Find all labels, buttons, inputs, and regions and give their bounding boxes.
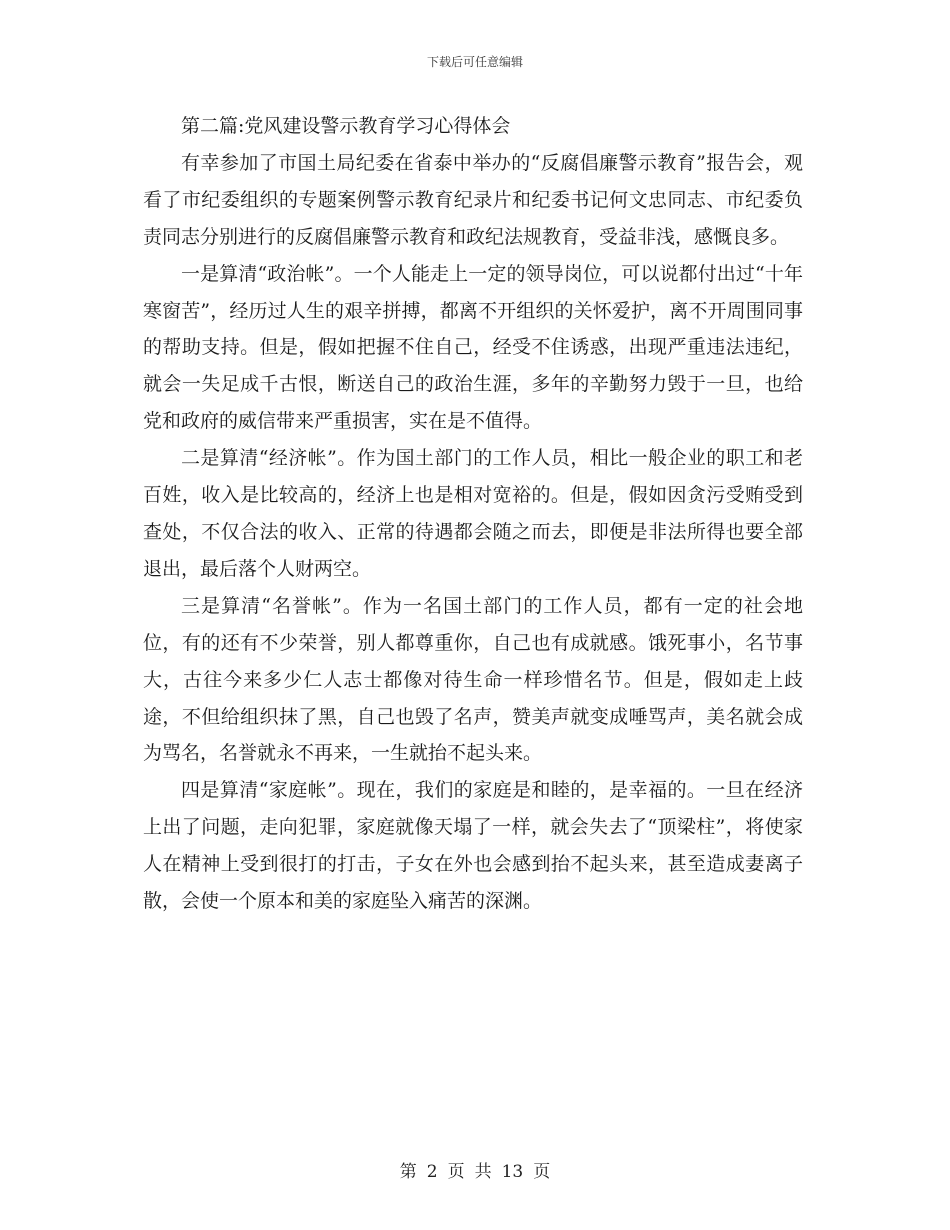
footer-page-unit: 页 — [447, 1162, 465, 1182]
footer-page-word: 第 — [399, 1162, 417, 1182]
footer-total-unit: 页 — [533, 1162, 551, 1182]
paragraph-reputation-account: 三是算清“名誉帐”。作为一名国土部门的工作人员，都有一定的社会地位，有的还有不少荣誉，别人都尊重你，自己也有成就感。饿死事小，名节事大，古往今来多少仁人志士都像对待生命一样珍惜名节。但是，假如走上歧途，不但给组织抹了黑，自己也毁了名声，赞美声就变成唾骂声，美名就会成为骂名，名誉就永不再来，一生就抬不起头来。 — [143, 594, 803, 765]
paragraph-economic-account: 二是算清“经济帐”。作为国土部门的工作人员，相比一般企业的职工和老百姓，收入是比较高的，经济上也是相对宽裕的。但是，假如因贪污受贿受到查处，不仅合法的收入、正常的待遇都会随之而去，即便是非法所得也要全部退出，最后落个人财两空。 — [143, 447, 803, 580]
footer-total-pages: 13 — [501, 1162, 524, 1182]
page-footer — [0, 1157, 950, 1182]
paragraph-political-account: 一是算清“政治帐”。一个人能走上一定的领导岗位，可以说都付出过“十年寒窗苦”，经历过人生的艰辛拼搏，都离不开组织的关怀爱护，离不开周围同事的帮助支持。但是，假如把握不住自己，经受不住诱惑，出现严重违法违纪，就会一失足成千古恨，断送自己的政治生涯，多年的辛勤努力毁于一旦，也给党和政府的威信带来严重损害，实在是不值得。 — [143, 262, 803, 433]
paragraph-family-account: 四是算清“家庭帐”。现在，我们的家庭是和睦的，是幸福的。一旦在经济上出了问题，走向犯罪，家庭就像天塌了一样，就会失去了“顶梁柱”，将使家人在精神上受到很打的打击，子女在外也会感到抬不起头来，甚至造成妻离子散，会使一个原本和美的家庭坠入痛苦的深渊。 — [143, 779, 803, 913]
footer-page-number: 2 — [426, 1162, 438, 1182]
paragraph-intro: 有幸参加了市国土局纪委在省泰中举办的“反腐倡廉警示教育”报告会，观看了市纪委组织的专题案例警示教育纪录片和纪委书记何文忠同志、市纪委负责同志分别进行的反腐倡廉警示教育和政纪法规教育，受益非浅，感慨良多。 — [143, 151, 803, 248]
header-note: 下载后可任意编辑 — [426, 55, 523, 69]
document-title: 第二篇:党风建设警示教育学习心得体会 — [181, 115, 511, 137]
document-body — [143, 108, 803, 920]
footer-total-word: 共 — [474, 1162, 492, 1182]
